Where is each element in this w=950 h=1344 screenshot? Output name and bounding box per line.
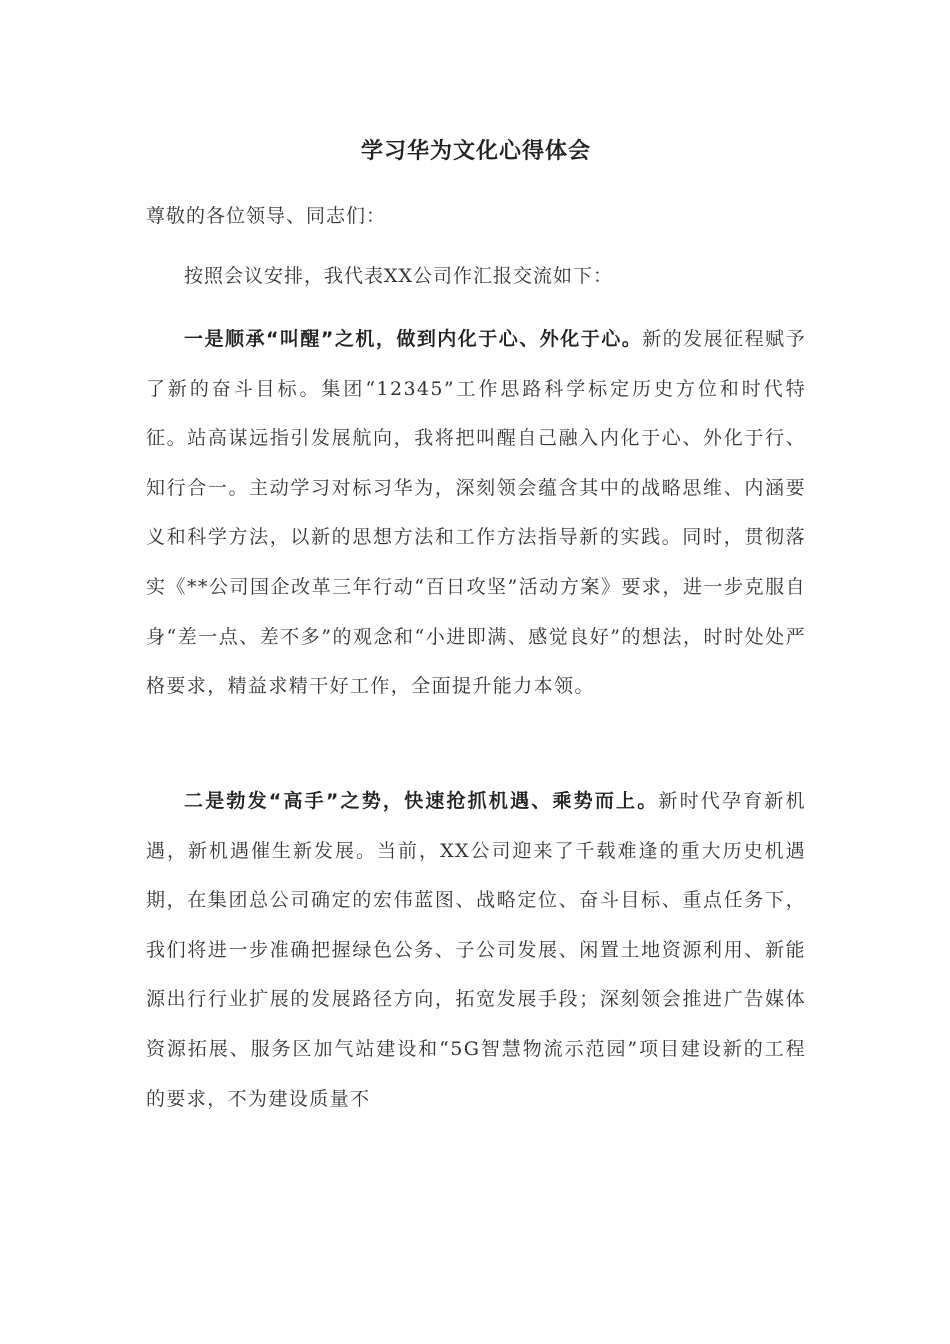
paragraph-1-body: 新的发展征程赋予了新的奋斗目标。集团“12345”工作思路科学标定历史方位和时代特征。站高谋远指引发展航向，我将把叫醒自己融入内化于心、外化于行、知行合一。主动学习对标习华为，深刻领会蕴含其中的战略思维、内涵要义和科学方法，以新的思想方法和工作方法指导新的实践。同时，贯彻落实《**公司国企改革三年行动“百日攻坚”活动方案》要求，进一步克服自身“差一点、差不多”的观念和“小进即满、感觉良好”的想法，时时处处严格要求，精益求精干好工作，全面提升能力本领。 — [146, 328, 806, 698]
paragraph-2-body: 新时代孕育新机遇，新机遇催生新发展。当前，XX公司迎来了千载难逢的重大历史机遇期，在集团总公司确定的宏伟蓝图、战略定位、奋斗目标、重点任务下，我们将进一步准确把握绿色公务、子公司发展、闲置土地资源利用、新能源出行行业扩展的发展路径方向，拓宽发展手段；深刻领会推进广告媒体资源拓展、服务区加气站建设和“5G智慧物流示范园”项目建设新的工程的要求，不为建设质量不 — [146, 790, 806, 1110]
document-title: 学习华为文化心得体会 — [360, 139, 591, 164]
paragraph-1-lead: 一是顺承“叫醒”之机，做到内化于心、外化于心。 — [184, 328, 643, 350]
paragraph-2 — [146, 777, 806, 1124]
intro-paragraph: 按照会议安排，我代表XX公司作汇报交流如下： — [184, 265, 614, 287]
paragraph-2-lead: 二是勃发“高手”之势，快速抢抓机遇、乘势而上。 — [184, 790, 659, 812]
salutation: 尊敬的各位领导、同志们： — [146, 205, 387, 227]
paragraph-1 — [146, 315, 806, 712]
